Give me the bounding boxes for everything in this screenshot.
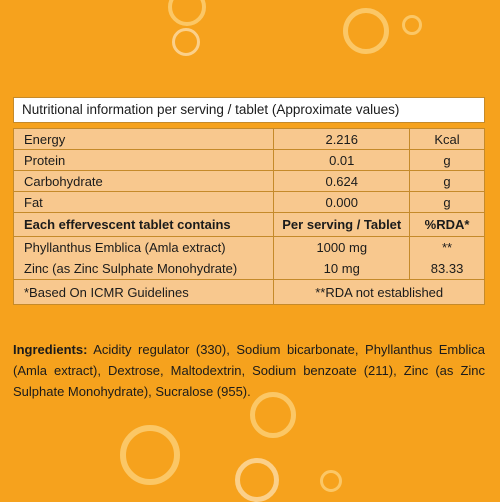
bubble-decoration <box>172 28 200 56</box>
column-header: Each effervescent tablet contains <box>14 213 274 237</box>
nutrient-name: Protein <box>14 150 274 171</box>
table-row <box>14 171 485 192</box>
ingredients-text: Acidity regulator (330), Sodium bicarbonate, Phyllanthus Emblica (Amla extract), Dextrose, Maltodextrin, Sodium benzoate (211), Zinc (as Zinc Sulphate Monohydrate), Sucralose (955). <box>13 342 485 399</box>
ingredient-name: Zinc (as Zinc Sulphate Monohydrate) <box>24 261 238 276</box>
column-header: Per serving / Tablet <box>274 213 410 237</box>
table-row <box>14 192 485 213</box>
nutrient-name: Fat <box>14 192 274 213</box>
nutrition-table <box>13 128 485 305</box>
table-row <box>14 150 485 171</box>
table-row <box>14 237 485 280</box>
nutrient-name: Energy <box>14 129 274 150</box>
table-subheader-row <box>14 213 485 237</box>
ingredient-amounts-cell <box>274 237 410 280</box>
nutrition-title: Nutritional information per serving / tablet (Approximate values) <box>22 102 400 117</box>
nutrient-unit: Kcal <box>410 129 485 150</box>
ingredient-rda: 83.33 <box>430 261 464 276</box>
table-row <box>14 129 485 150</box>
bubble-decoration <box>320 470 342 492</box>
bubble-decoration <box>120 425 180 485</box>
ingredients-label: Ingredients: <box>13 342 88 357</box>
nutrient-unit: g <box>410 171 485 192</box>
bubble-decoration <box>168 0 206 26</box>
column-header: %RDA* <box>410 213 485 237</box>
nutrient-value: 0.01 <box>274 150 410 171</box>
nutrient-unit: g <box>410 192 485 213</box>
footnote-icmr: *Based On ICMR Guidelines <box>14 280 274 305</box>
ingredient-rda-cell <box>410 237 485 280</box>
bubble-decoration <box>343 8 389 54</box>
nutrient-value: 2.216 <box>274 129 410 150</box>
table-footer-row <box>14 280 485 305</box>
ingredient-names-cell <box>14 237 274 280</box>
nutrient-name: Carbohydrate <box>14 171 274 192</box>
ingredient-amount: 10 mg <box>323 261 360 276</box>
ingredient-name: Phyllanthus Emblica (Amla extract) <box>24 240 226 255</box>
bubble-decoration <box>235 458 279 502</box>
bubble-decoration <box>402 15 422 35</box>
footnote-rda: **RDA not established <box>274 280 485 305</box>
ingredient-rda: ** <box>441 240 453 255</box>
ingredient-amount: 1000 mg <box>316 240 368 255</box>
nutrient-value: 0.000 <box>274 192 410 213</box>
nutrition-header <box>13 97 485 123</box>
nutrient-unit: g <box>410 150 485 171</box>
nutrient-value: 0.624 <box>274 171 410 192</box>
ingredients-paragraph <box>13 339 485 402</box>
